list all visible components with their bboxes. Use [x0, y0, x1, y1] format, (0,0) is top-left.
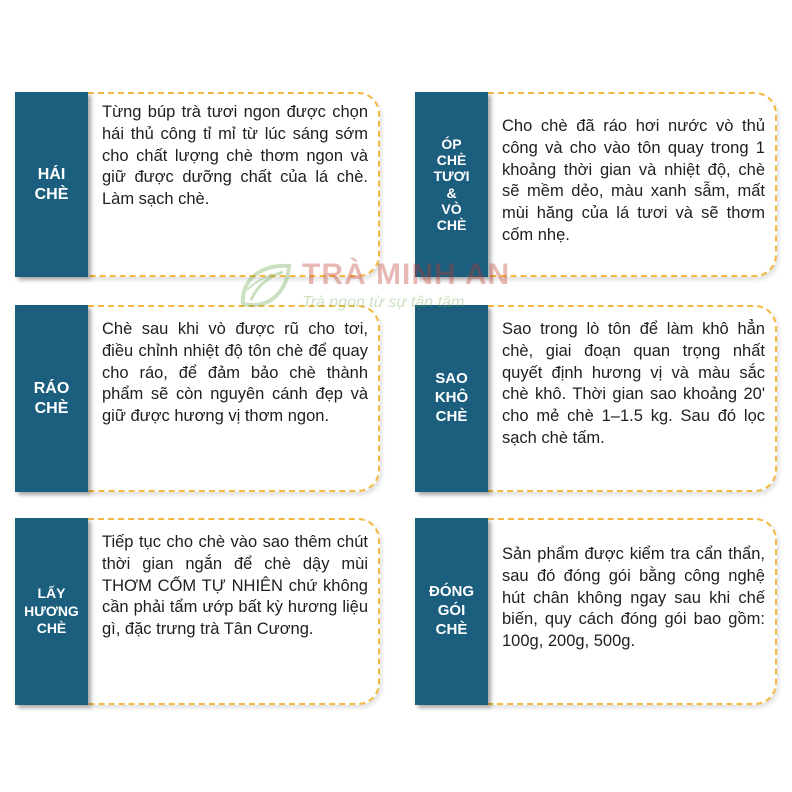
step-card-rao-che — [15, 305, 380, 492]
step-label: HÁI CHÈ — [15, 92, 88, 277]
step-label: ÓP CHÈ TƯƠI & VÒ CHÈ — [415, 92, 488, 277]
step-description: Cho chè đã ráo hơi nước vò thủ công và cho vào tôn quay trong 1 khoảng thời gian và nhiệt độ, chè sẽ mềm dẻo, màu xanh sẫm, mất mùi hăng của lá tươi và sẽ thơm cốm nhẹ. — [488, 92, 777, 277]
step-label: LẤY HƯƠNG CHÈ — [15, 518, 88, 705]
watermark-tagline: Trà ngon từ sự tận tâm — [302, 294, 465, 311]
step-card-op-che-tuoi-vo-che — [415, 92, 777, 277]
watermark-brand: TRÀ MINH AN — [302, 258, 511, 291]
step-description: Sao trong lò tôn để làm khô hẳn chè, giai đoạn quan trọng nhất quyết định hương vị và màu sắc chè khô. Thời gian sao khoảng 20' cho mẻ chè 1–1.5 kg. Sau đó lọc sạch chè tấm. — [488, 305, 777, 492]
step-card-hai-che — [15, 92, 380, 277]
step-description: Tiếp tục cho chè vào sao thêm chút thời gian ngắn để chè dậy mùi THƠM CỐM TỰ NHIÊN chứ không cần phải tẩm ướp bất kỳ hương liệu gì, đặc trưng trà Tân Cương. — [88, 518, 380, 705]
step-description: Chè sau khi vò được rũ cho tơi, điều chỉnh nhiệt độ tôn chè để quay cho ráo, để đảm bảo chè thành phẩm sẽ còn nguyên cánh đẹp và giữ được hương vị thơm ngon. — [88, 305, 380, 492]
step-label: RÁO CHÈ — [15, 305, 88, 492]
step-label: SAO KHÔ CHÈ — [415, 305, 488, 492]
step-label: ĐÓNG GÓI CHÈ — [415, 518, 488, 705]
step-description: Từng búp trà tươi ngon được chọn hái thủ công tỉ mỉ từ lúc sáng sớm cho chất lượng chè thơm ngon và giữ được dưỡng chất của lá chè. Làm sạch chè. — [88, 92, 380, 277]
step-description: Sản phẩm được kiểm tra cẩn thẩn, sau đó đóng gói bằng công nghệ hút chân không ngay sau khi chế biến, quy cách đóng gói bao gồm: 100g, 200g, 500g. — [488, 518, 777, 705]
step-card-lay-huong-che — [15, 518, 380, 705]
step-card-dong-goi-che — [415, 518, 777, 705]
step-card-sao-kho-che — [415, 305, 777, 492]
